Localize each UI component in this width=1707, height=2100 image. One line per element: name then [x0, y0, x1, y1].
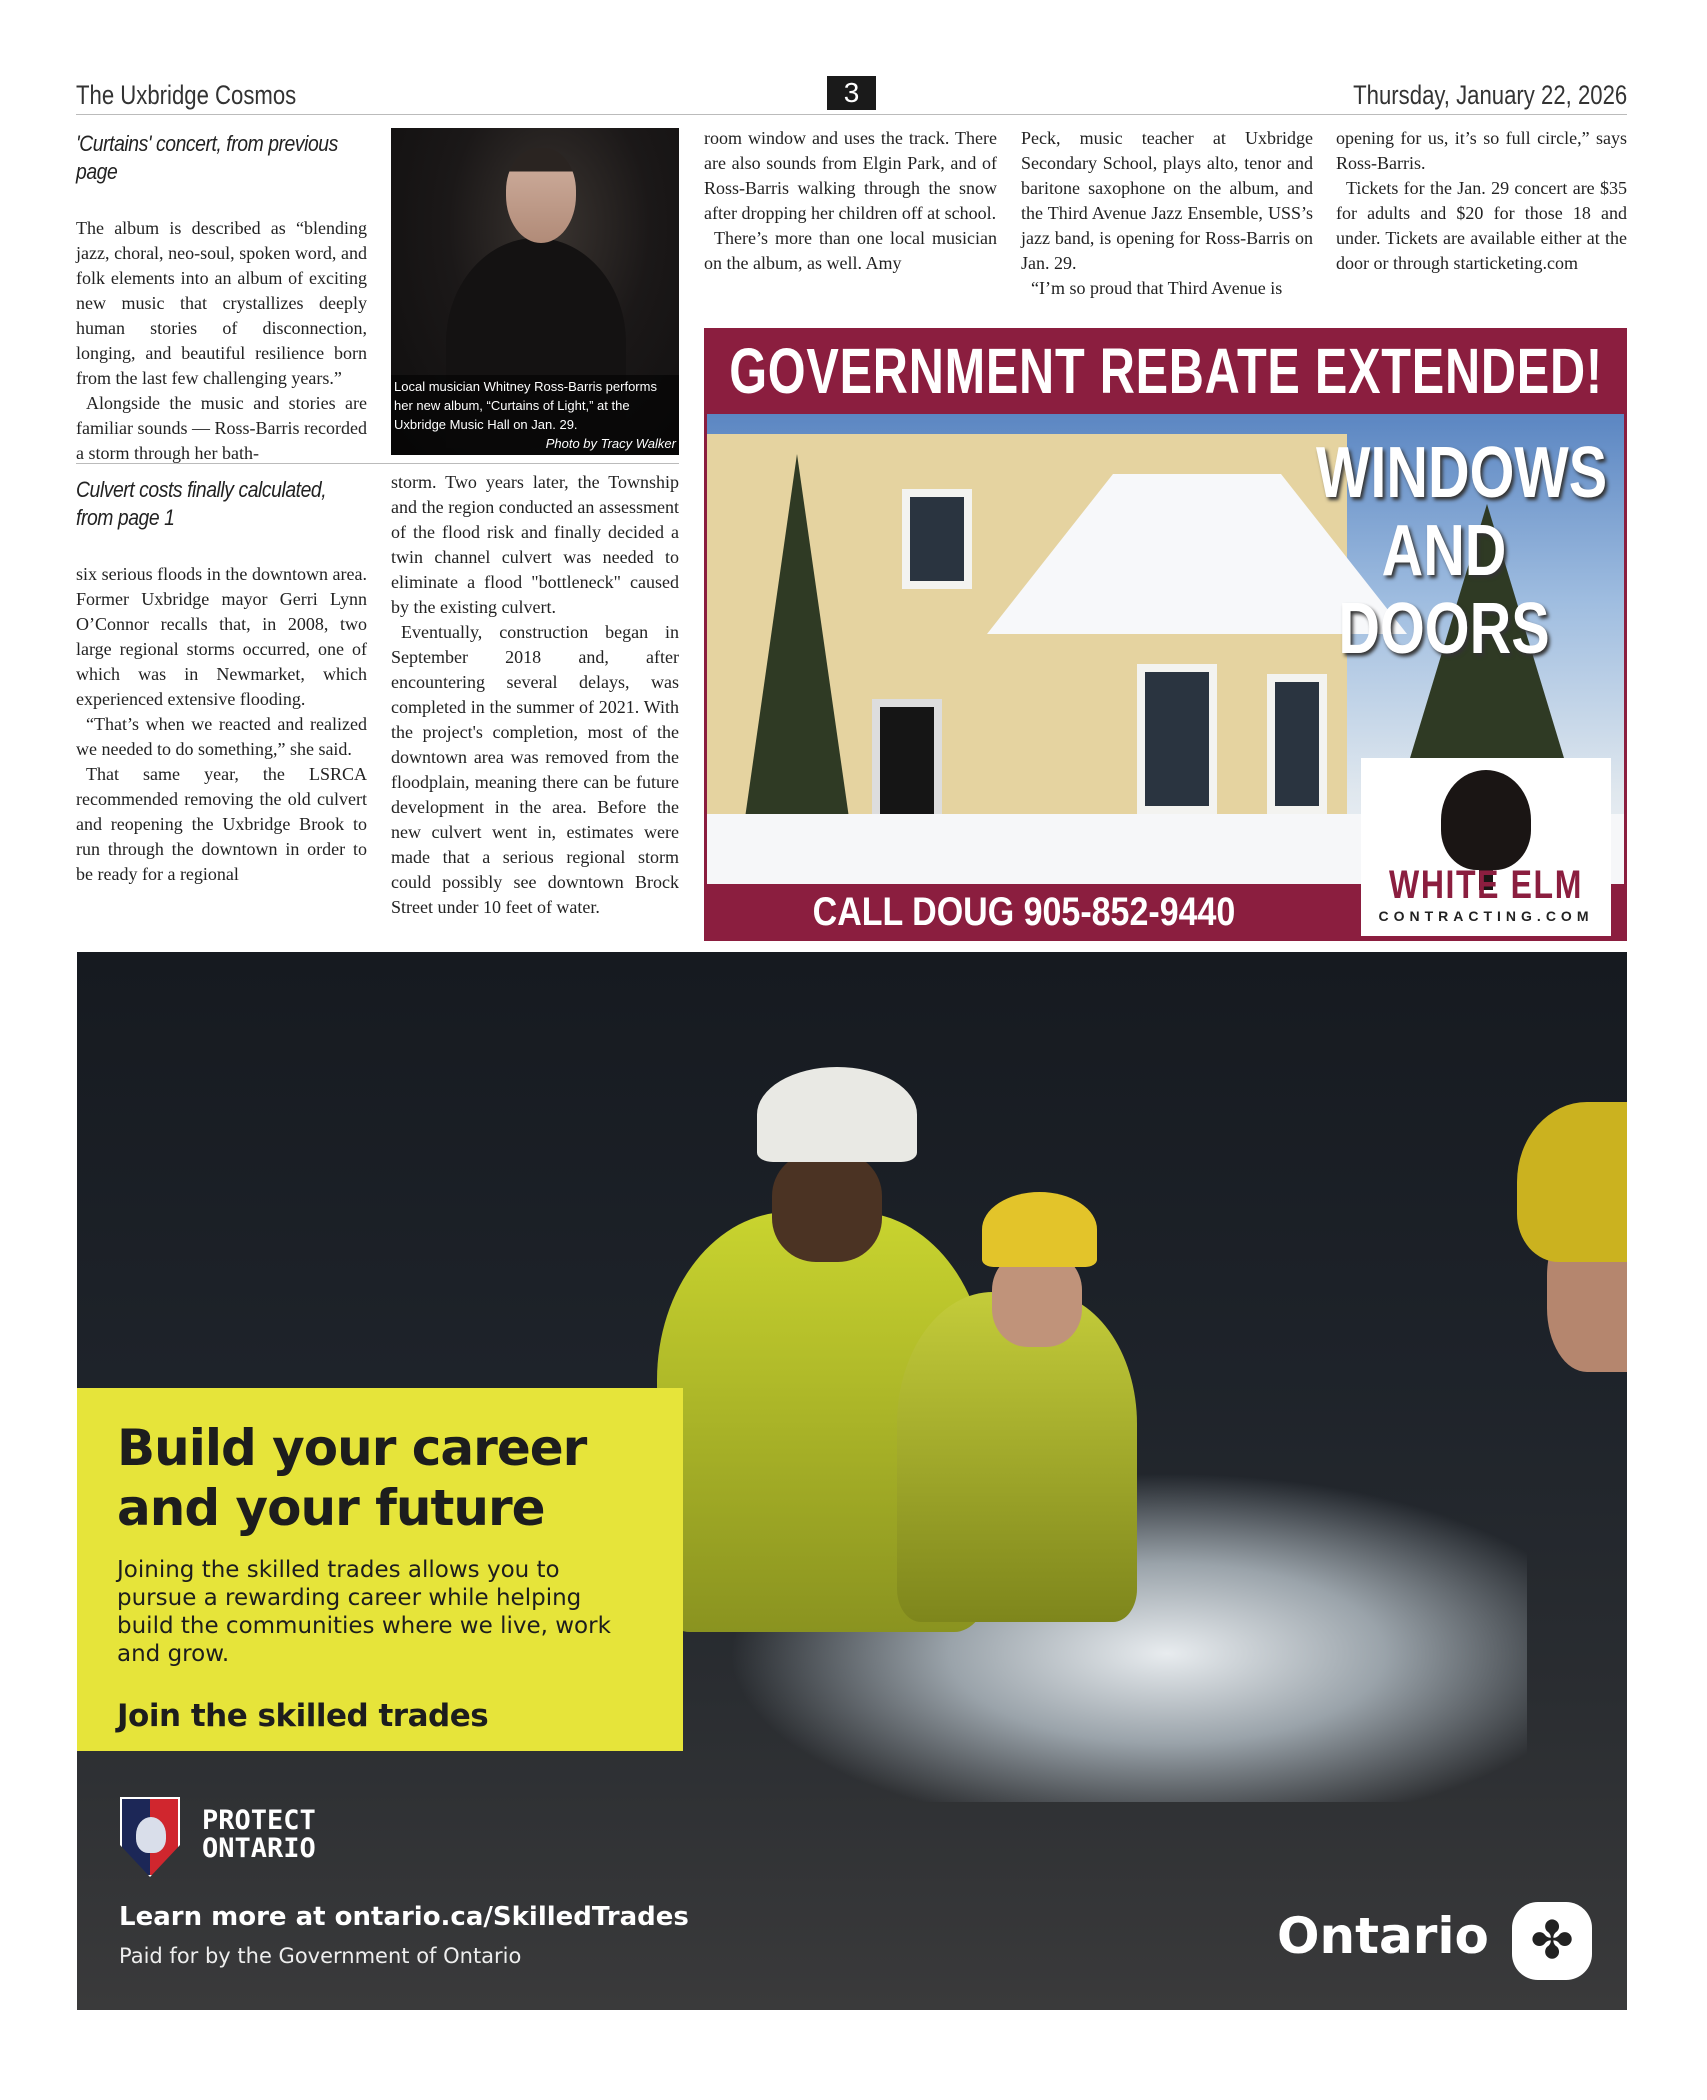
worker-head [772, 1152, 882, 1262]
article2-kicker: Culvert costs finally calculated, from page 1 [76, 477, 327, 530]
protect-word: PROTECT [202, 1805, 316, 1836]
paragraph: “That’s when we reacted and realized we needed to do something,” she said. [76, 714, 367, 759]
protect-ontario-logo [202, 1807, 316, 1863]
photo-caption [391, 375, 679, 455]
product-lines [1316, 433, 1608, 669]
ontario-skilled-trades-ad[interactable] [77, 952, 1627, 2010]
elm-tree-icon [1441, 770, 1531, 870]
white-elm-logo [1361, 758, 1611, 936]
logo-url: CONTRACTING.COM [1378, 908, 1594, 924]
window [1267, 674, 1327, 814]
photo-face [506, 148, 576, 243]
window [1137, 664, 1217, 814]
yellow-hardhat [1517, 1102, 1627, 1262]
page-number: 3 [827, 76, 876, 110]
ad-body: Joining the skilled trades allows you to pursue a rewarding career while helping build the communities where we live, work and grow. [117, 1557, 611, 1667]
article1-kicker: 'Curtains' concert, from previous page [76, 131, 338, 184]
paragraph: Eventually, construction began in September 2018 and, after encountering several delays, was completed in the summer of 2021. With the project's completion, most of the downtown area was removed from the floodplain, meaning there can be future development in the area. Before the new culvert went in, estimates were made that a serious regional storm could possibly see downtown Brock Street under 10 feet of water. [391, 622, 679, 917]
article2-col2 [391, 470, 679, 920]
paragraph: Tickets for the Jan. 29 concert are $35 for adults and $20 for those 18 and under. Tickets are available either at the door or through starticketing.com [1336, 178, 1627, 273]
article1-col5 [1336, 126, 1627, 276]
paragraph: storm. Two years later, the Township and the region conducted an assessment of the flood risk and finally decided a twin channel culvert was needed to eliminate a flood "bottleneck" caused by the existing culvert. [391, 472, 679, 617]
line-doors: DOORS [1338, 589, 1550, 669]
masthead: The Uxbridge Cosmos [76, 80, 297, 110]
paragraph: That same year, the LSRCA recommended removing the old culvert and reopening the Uxbridge Brook to run through the downtown in order to be ready for a regional [76, 764, 367, 884]
line-windows: WINDOWS [1316, 433, 1608, 513]
ad-headline: Build your career and your future [117, 1419, 587, 1537]
ad-headline: GOVERNMENT REBATE EXTENDED! [728, 335, 1603, 407]
ad-cta[interactable]: Join the skilled trades [117, 1698, 489, 1734]
paragraph: There’s more than one local musician on the album, as well. Amy [704, 228, 997, 273]
protect-ontario-shield-icon [120, 1797, 180, 1877]
call-phone: CALL DOUG 905-852-9440 [812, 890, 1236, 934]
ad-message-box [77, 1388, 683, 1751]
article1-col3 [704, 126, 997, 276]
paragraph: Peck, music teacher at Uxbridge Secondary School, plays alto, tenor and baritone saxophone on the album, and the Third Avenue Jazz Ensemble, USS’s jazz band, is opening for Ross-Barris on Jan. 29. [1021, 128, 1313, 273]
caption-text: Local musician Whitney Ross-Barris performs her new album, “Curtains of Light,” at the Uxbridge Music Hall on Jan. 29. [394, 379, 657, 432]
yellow-hardhat [982, 1192, 1097, 1267]
white-hardhat [757, 1067, 917, 1162]
paid-for-notice: Paid for by the Government of Ontario [119, 1944, 522, 1968]
paragraph: opening for us, it’s so full circle,” says Ross-Barris. [1336, 128, 1627, 173]
musician-photo [391, 128, 679, 455]
photo-credit: Photo by Tracy Walker [545, 436, 676, 451]
article1-col1 [76, 130, 367, 466]
paragraph: six serious floods in the downtown area. Former Uxbridge mayor Gerri Lynn O’Connor recalls that, in 2008, two large regional storms occurred, one of which was in Newmarket, which experienced extensive flooding. [76, 564, 367, 709]
line-and: AND [1381, 511, 1507, 591]
trillium-icon: ✤ [1512, 1902, 1592, 1980]
logo-name: WHITE ELM [1389, 863, 1583, 907]
paragraph: Alongside the music and stories are familiar sounds — Ross-Barris recorded a storm through her bath- [76, 393, 367, 463]
article1-col4 [1021, 126, 1313, 301]
header-rule [76, 114, 1627, 115]
article2-col1 [76, 476, 367, 887]
paragraph: The album is described as “blending jazz, choral, neo-soul, spoken word, and folk elements into an album of exciting new music that crystallizes deeply human stories of disconnection, longing, and beautiful resilience born from the last few challenging years.” [76, 218, 367, 388]
paragraph: “I’m so proud that Third Avenue is [1031, 278, 1283, 298]
window [902, 489, 972, 589]
learn-more-link[interactable]: Learn more at ontario.ca/SkilledTrades [119, 1902, 689, 1932]
issue-date: Thursday, January 22, 2026 [1352, 80, 1627, 110]
ontario-word: ONTARIO [202, 1833, 316, 1864]
paragraph: room window and uses the track. There are also sounds from Elgin Park, and of Ross-Barris walking through the snow after dropping her children off at school. [704, 128, 997, 223]
ontario-wordmark: Ontario [1277, 1907, 1489, 1965]
article-divider [76, 463, 679, 464]
white-elm-ad[interactable] [704, 328, 1627, 941]
